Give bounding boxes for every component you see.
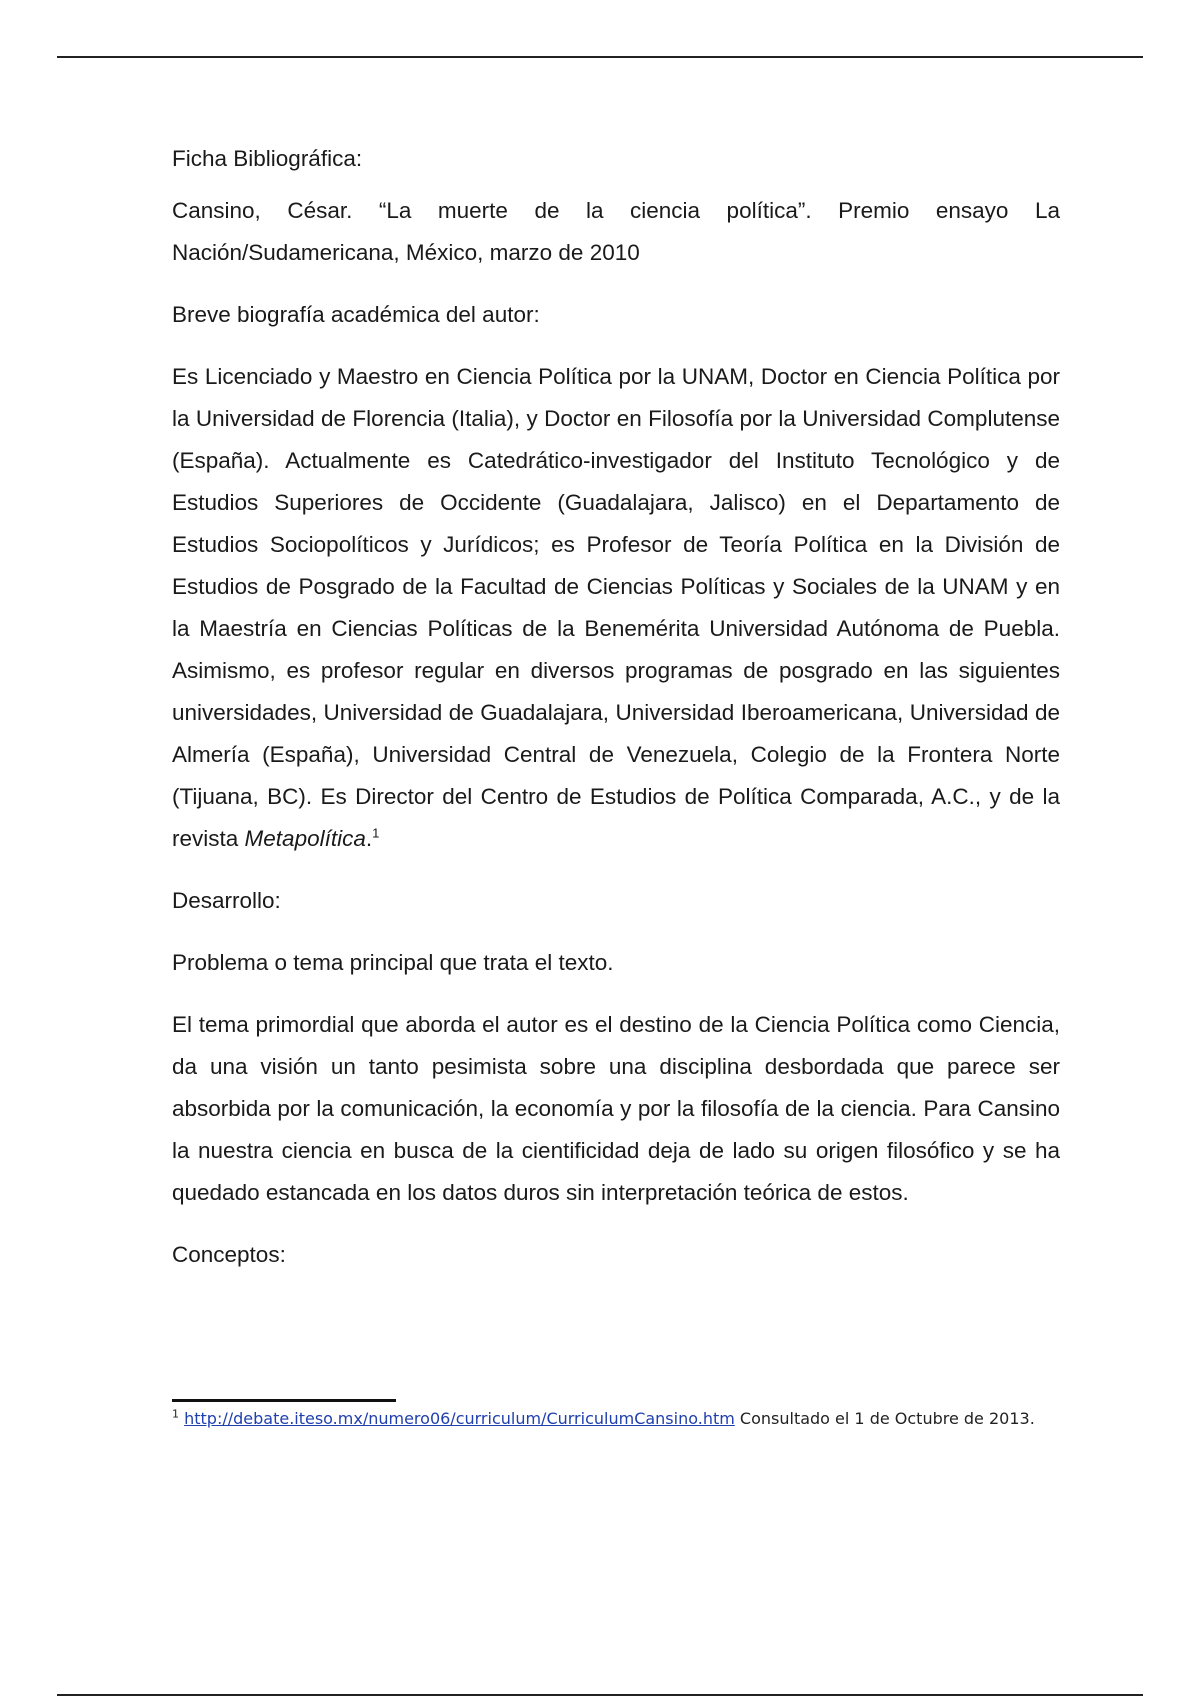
desarrollo-heading: Desarrollo: <box>172 888 281 913</box>
page-footer-rule <box>57 1694 1143 1696</box>
footnote-reference[interactable]: 1 <box>372 825 380 841</box>
problema-heading: Problema o tema principal que trata el texto. <box>172 950 614 975</box>
page-header-rule <box>57 56 1143 58</box>
footnote-separator <box>172 1399 396 1402</box>
citation: Cansino, César. “La muerte de la ciencia política”. Premio ensayo La Nación/Sudamericana, México, marzo de 2010 <box>172 198 1060 265</box>
footnote-text: Consultado el 1 de Octubre de 2013. <box>734 1409 1035 1428</box>
footnote-number: 1 <box>172 1407 179 1421</box>
journal-title: Metapolítica <box>244 826 366 851</box>
document-body <box>172 138 1060 1276</box>
bio-text: Es Licenciado y Maestro en Ciencia Política por la UNAM, Doctor en Ciencia Política por la Universidad de Florencia (Italia), y Doctor en Filosofía por la Universidad Complutense (España). Actualmente es Catedrático-investigador del Instituto Tecnológico y de Estudios Superiores de Occidente (Guadalajara, Jalisco) en el Departamento de Estudios Sociopolíticos y Jurídicos; es Profesor de Teoría Política en la División de Estudios de Posgrado de la Facultad de Ciencias Políticas y Sociales de la UNAM y en la Maestría en Ciencias Políticas de la Benemérita Universidad Autónoma de Puebla. Asimismo, es profesor regular en diversos programas de posgrado en las siguientes universidades, Universidad de Guadalajara, Universidad Iberoamericana, Universidad de Almería (España), Universidad Central de Venezuela, Colegio de la Frontera Norte (Tijuana, BC). Es Director del Centro de Estudios de Política Comparada, A.C., y de la revista <box>172 364 1060 851</box>
ficha-heading: Ficha Bibliográfica: <box>172 146 363 171</box>
conceptos-heading: Conceptos: <box>172 1242 286 1267</box>
bio-end: . <box>365 826 373 851</box>
tema-paragraph: El tema primordial que aborda el autor es el destino de la Ciencia Política como Ciencia, da una visión un tanto pesimista sobre una disciplina desbordada que parece ser absorbida por la comunicación, la economía y por la filosofía de la ciencia. Para Cansino la nuestra ciencia en busca de la cientificidad deja de lado su origen filosófico y se ha quedado estancada en los datos duros sin interpretación teórica de estos. <box>172 1012 1060 1205</box>
footnote <box>172 1406 1052 1431</box>
footnote-link[interactable]: http://debate.iteso.mx/numero06/curriculum/CurriculumCansino.htm <box>184 1409 735 1428</box>
bio-paragraph <box>172 356 1060 860</box>
bio-heading: Breve biografía académica del autor: <box>172 302 540 327</box>
